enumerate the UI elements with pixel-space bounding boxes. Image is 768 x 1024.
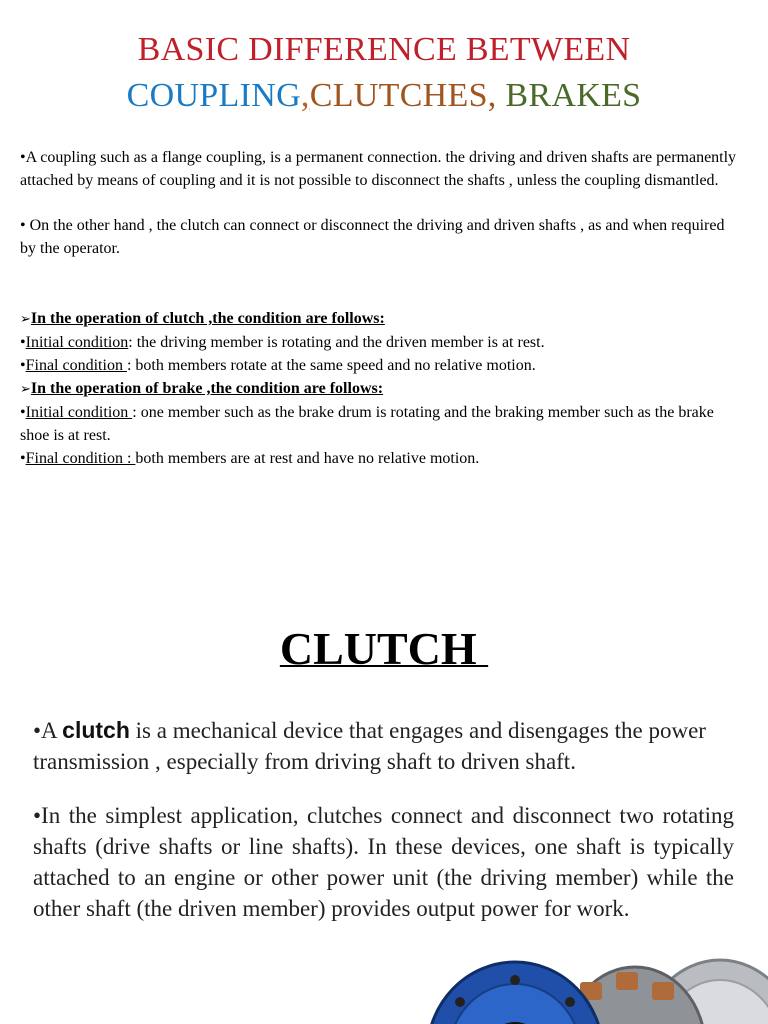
title-coupling: COUPLING: [126, 77, 301, 114]
title-clutches: CLUTCHES,: [309, 77, 506, 114]
intro-paragraph-clutch: • On the other hand , the clutch can connect or disconnect the driving and driven shafts , as and when required by the operator.: [20, 217, 725, 257]
clutch-initial-condition: •Initial condition: the driving member is rotating and the driven member is at rest.: [20, 334, 545, 351]
bolt-shape: [455, 997, 465, 1007]
condition-label: Final condition :: [25, 450, 136, 467]
page-title-line2: [0, 79, 768, 113]
condition-label: Final condition: [25, 357, 127, 374]
title-text-line1: BASIC DIFFERENCE BETWEEN: [137, 31, 631, 68]
title-comma: ,: [300, 77, 310, 114]
brake-operation-heading: In the operation of brake ,the condition are follows:: [30, 380, 384, 397]
condition-text: : both members rotate at the same speed and no relative motion.: [126, 357, 536, 374]
clutch-operation-heading: In the operation of clutch ,the condition are follows:: [30, 310, 385, 327]
clutch-application-paragraph: •In the simplest application, clutches connect and disconnect two rotating shafts (drive shafts or line shafts). In these devices, one shaft is typically attached to an engine or other power unit (the driving member) while the other shaft (the driven member) provides output power for work.: [33, 803, 734, 921]
arrow-bullet-icon: ➢: [20, 312, 31, 327]
brake-operation-heading-row: [20, 377, 740, 401]
clutch-heading-text: CLUTCH: [279, 623, 489, 674]
operation-conditions: [20, 307, 740, 470]
page-title-line1: [0, 33, 768, 67]
clutch-illustration: [420, 942, 768, 1024]
friction-pad: [652, 982, 674, 1000]
condition-text: both members are at rest and have no relative motion.: [135, 450, 480, 467]
bolt-shape: [510, 975, 520, 985]
clutch-bold-term: clutch: [62, 717, 130, 743]
condition-text: : the driving member is rotating and the driven member is at rest.: [128, 334, 545, 351]
title-brakes: BRAKES: [505, 77, 642, 114]
clutch-operation-heading-row: [20, 307, 740, 331]
para-prefix: •A: [33, 718, 63, 743]
clutch-definition-paragraph: [33, 715, 734, 777]
brake-initial-condition: •Initial condition : one member such as the brake drum is rotating and the braking member such as the brake shoe is at rest.: [20, 404, 714, 444]
bolt-shape: [565, 997, 575, 1007]
clutch-final-condition: •Final condition : both members rotate at the same speed and no relative motion.: [20, 357, 536, 374]
friction-pad: [616, 972, 638, 990]
condition-label: Initial condition: [25, 404, 133, 421]
clutch-section-heading: [0, 624, 768, 675]
condition-text: : one member such as the brake drum is rotating and the braking member such as the brake shoe is at rest.: [20, 404, 714, 444]
intro-paragraph-coupling: •A coupling such as a flange coupling, is a permanent connection. the driving and driven shafts are permanently attached by means of coupling and it is not possible to disconnect the shafts , unless the coupling dismantled.: [20, 149, 737, 189]
para-rest: is a mechanical device that engages and disengages the power transmission , especially from driving shaft to driven shaft.: [33, 718, 706, 774]
condition-label: Initial condition: [25, 334, 129, 351]
brake-final-condition: •Final condition : both members are at rest and have no relative motion.: [20, 450, 480, 467]
arrow-bullet-icon: ➢: [20, 382, 31, 397]
clutch-assembly-image: [420, 942, 768, 1024]
